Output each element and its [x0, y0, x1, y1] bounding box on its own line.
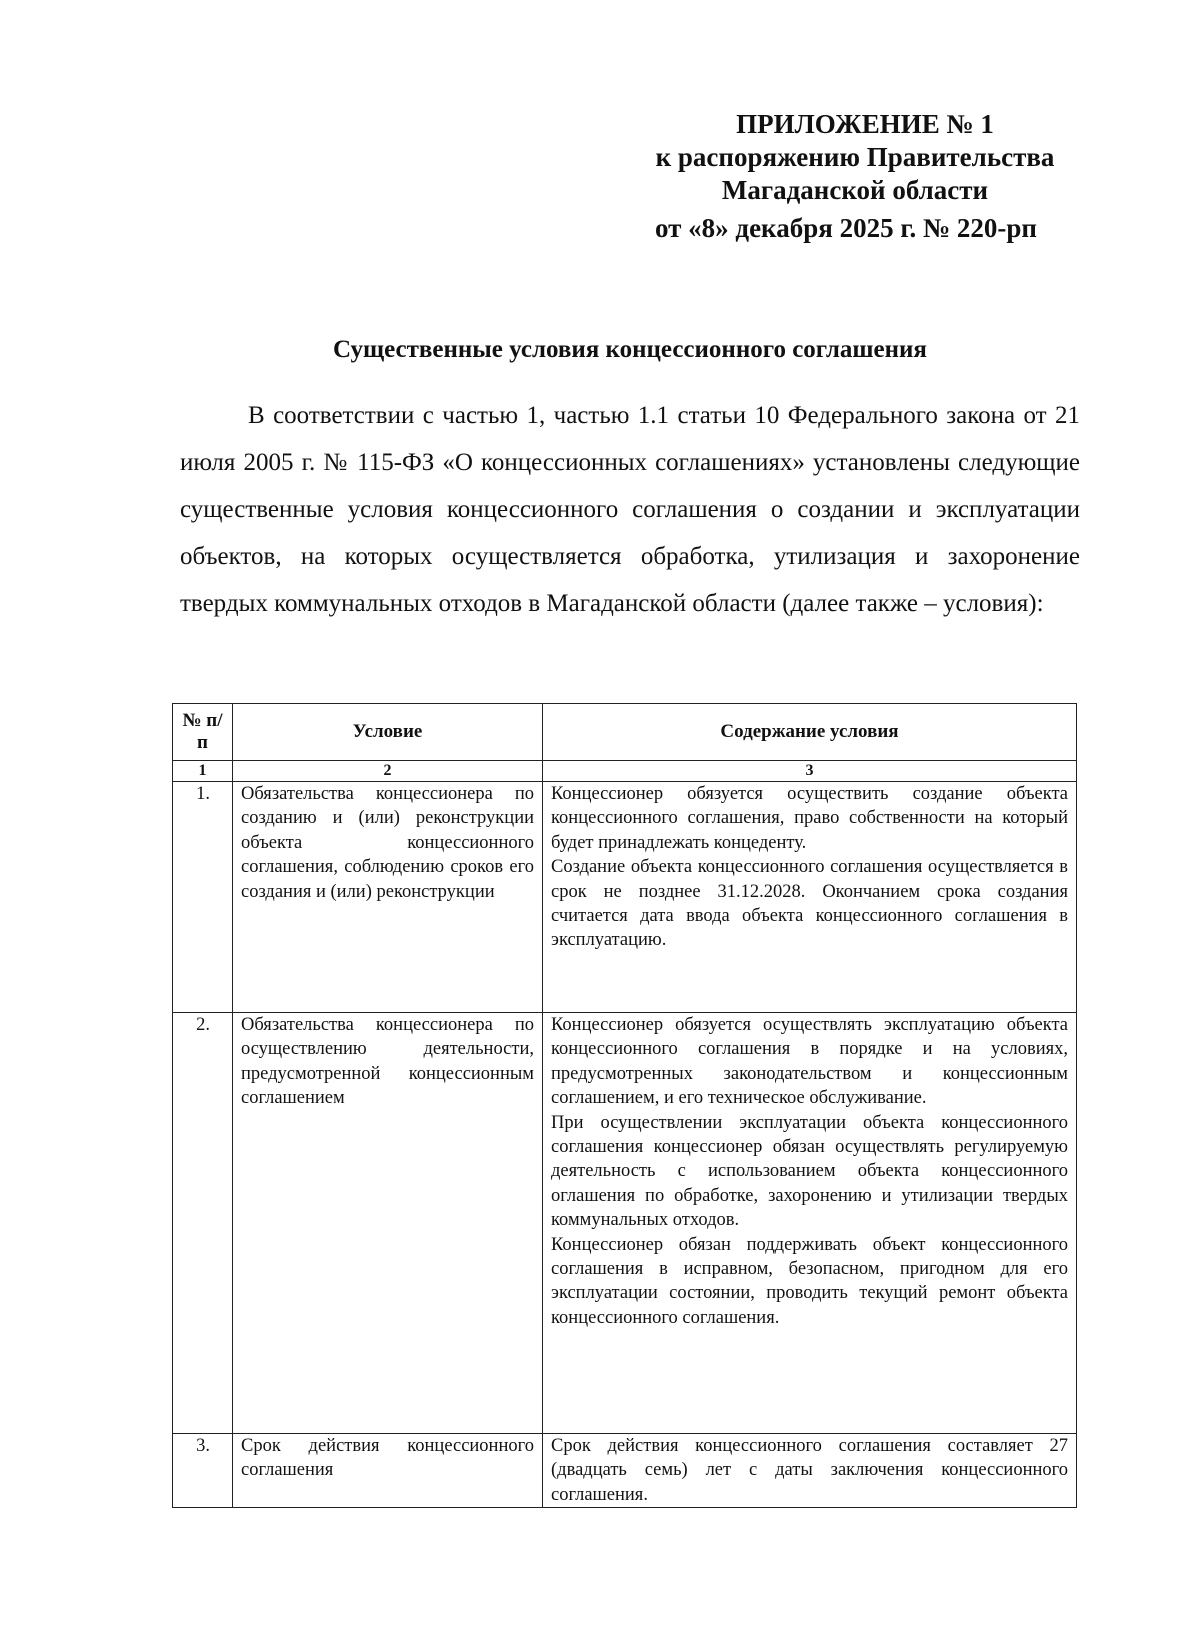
header-condition: Условие: [233, 704, 543, 761]
appendix-header: [630, 108, 1080, 245]
content-paragraph: Концессионер обязуется осуществить создание объекта концессионного соглашения, право собственности на который будет принадлежать концеденту.: [551, 784, 1068, 853]
conditions-table: [172, 703, 1077, 1508]
condition-cell: Обязательства концессионера по осуществлению деятельности, предусмотренной концессионным соглашением: [233, 1013, 543, 1434]
header-number: № п/п: [173, 704, 233, 761]
condition-cell: Обязательства концессионера по созданию и (или) реконструкции объекта концессионного соглашения, соблюдению сроков его создания и (или) реконструкции: [233, 782, 543, 1013]
column-number: 1: [173, 761, 233, 782]
content-cell: [543, 782, 1077, 1013]
column-number-row: [173, 761, 1077, 782]
content-paragraph: Концессионер обязан поддерживать объект концессионного соглашения в исправном, безопасном, пригодном для его эксплуатации состоянии, проводить текущий ремонт объекта концессионного соглашения.: [551, 1234, 1068, 1328]
appendix-title: ПРИЛОЖЕНИЕ № 1: [736, 109, 994, 139]
column-number: 2: [233, 761, 543, 782]
table-row: [173, 1013, 1077, 1434]
column-number: 3: [543, 761, 1077, 782]
table-row: [173, 782, 1077, 1013]
intro-paragraph: В соответствии с частью 1, частью 1.1 статьи 10 Федерального закона от 21 июля 2005 г. № 115-ФЗ «О концессионных соглашениях» установлены следующие существенные условия концессионного соглашения о создании и эксплуатации объектов, на которых осуществляется обработка, утилизация и захоронение твердых коммунальных отходов в Магаданской области (далее также – условия):: [180, 402, 1080, 617]
row-number: 3.: [173, 1434, 233, 1508]
order-date: от «8» декабря 2025 г. № 220-рп: [655, 213, 1037, 243]
appendix-line-2: Магаданской области: [721, 175, 989, 205]
content-paragraph: При осуществлении эксплуатации объекта концессионного соглашения концессионер обязан осуществлять регулируемую деятельность с использованием объекта концессионного оглашения по обработке, захоронению и утилизации твердых коммунальных отходов.: [551, 1112, 1068, 1231]
row-number: 2.: [173, 1013, 233, 1434]
table-header-row: [173, 704, 1077, 761]
row-number: 1.: [173, 782, 233, 1013]
table-row: [173, 1434, 1077, 1508]
content-paragraph: Концессионер обязуется осуществлять эксплуатацию объекта концессионного соглашения в порядке и на условиях, предусмотренных законодательством и концессионным соглашением, и его техническое обслуживание.: [551, 1015, 1068, 1109]
condition-cell: Срок действия концессионного соглашения: [233, 1434, 543, 1508]
appendix-line-1: к распоряжению Правительства: [655, 142, 1055, 172]
content-cell: [543, 1434, 1077, 1508]
document-title: Существенные условия концессионного соглашения: [333, 336, 927, 363]
content-paragraph: Срок действия концессионного соглашения составляет 27 (двадцать семь) лет с даты заключения концессионного соглашения.: [551, 1436, 1068, 1505]
content-paragraph: Создание объекта концессионного соглашения осуществляется в срок не позднее 31.12.2028. Окончанием срока создания считается дата ввода объекта концессионного соглашения в эксплуатацию.: [551, 857, 1068, 951]
content-cell: [543, 1013, 1077, 1434]
header-content: Содержание условия: [543, 704, 1077, 761]
